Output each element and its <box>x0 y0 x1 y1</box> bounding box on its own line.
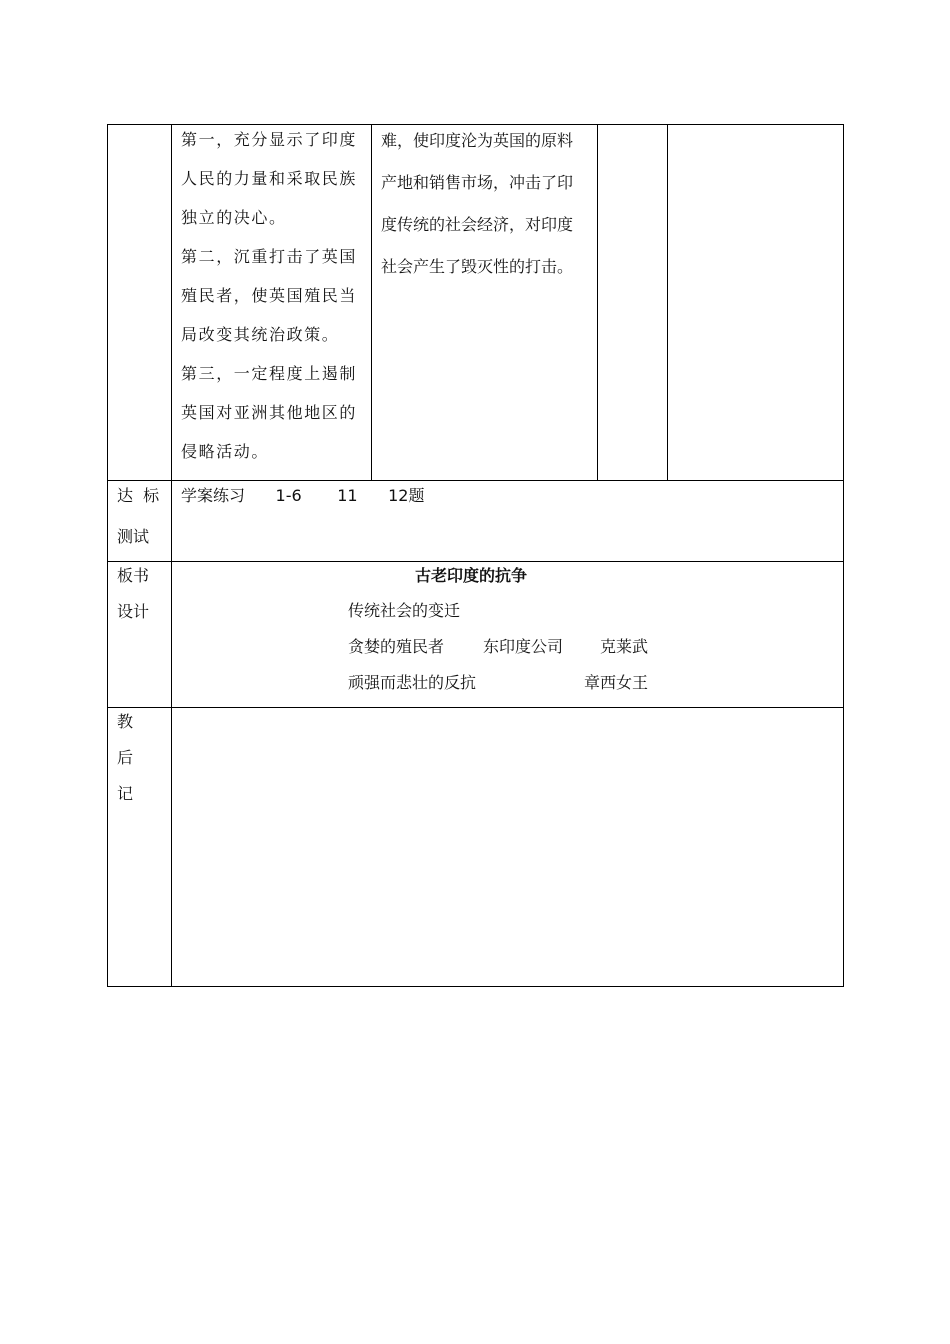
jiaohouji-char: 后 <box>117 748 134 767</box>
text-line: 第三，一定程度上遏制 <box>181 364 358 383</box>
table-line <box>107 986 844 987</box>
text-line: 第二，沉重打击了英国 <box>181 247 358 266</box>
text-line: 英国对亚洲其他地区的 <box>181 403 358 422</box>
dabiao-content: 学案练习 1-6 11 12题 <box>181 486 425 505</box>
text-line: 独立的决心。 <box>181 208 287 227</box>
text-line: 产地和销售市场，冲击了印 <box>381 173 574 192</box>
impact-text <box>381 120 573 288</box>
text-line: 第一，充分显示了印度 <box>181 130 358 149</box>
text-line: 人民的力量和采取民族 <box>181 169 358 188</box>
board-line-3b: 章西女王 <box>584 673 649 692</box>
banshu-label-line2: 设计 <box>117 602 150 621</box>
text-line: 侵略活动。 <box>181 442 270 461</box>
significance-text <box>181 120 357 471</box>
table-line <box>107 480 844 481</box>
text-line: 难，使印度沦为英国的原料 <box>381 131 574 150</box>
jiaohouji-char: 教 <box>117 712 134 731</box>
table-line <box>171 124 172 987</box>
board-line-2c: 克莱武 <box>600 637 649 656</box>
table-line <box>843 124 844 987</box>
table-line <box>371 124 372 480</box>
board-line-2a: 贪婪的殖民者 <box>348 637 445 656</box>
dabiao-label-line2: 测试 <box>117 527 150 546</box>
board-line-1: 传统社会的变迁 <box>348 601 461 620</box>
text-line: 局改变其统治政策。 <box>181 325 340 344</box>
table-line <box>107 561 844 562</box>
jiaohouji-char: 记 <box>117 784 134 803</box>
table-line <box>107 124 108 987</box>
text-line: 度传统的社会经济，对印度 <box>381 215 574 234</box>
dabiao-label-line1: 达 标 <box>117 486 160 505</box>
board-title: 古老印度的抗争 <box>415 566 528 585</box>
table-line <box>667 124 668 480</box>
table-line <box>597 124 598 480</box>
board-line-2b: 东印度公司 <box>483 637 564 656</box>
banshu-label-line1: 板书 <box>117 566 150 585</box>
table-line <box>107 707 844 708</box>
board-line-3a: 顽强而悲壮的反抗 <box>348 673 477 692</box>
text-line: 社会产生了毁灭性的打击。 <box>381 257 574 276</box>
text-line: 殖民者，使英国殖民当 <box>181 286 358 305</box>
